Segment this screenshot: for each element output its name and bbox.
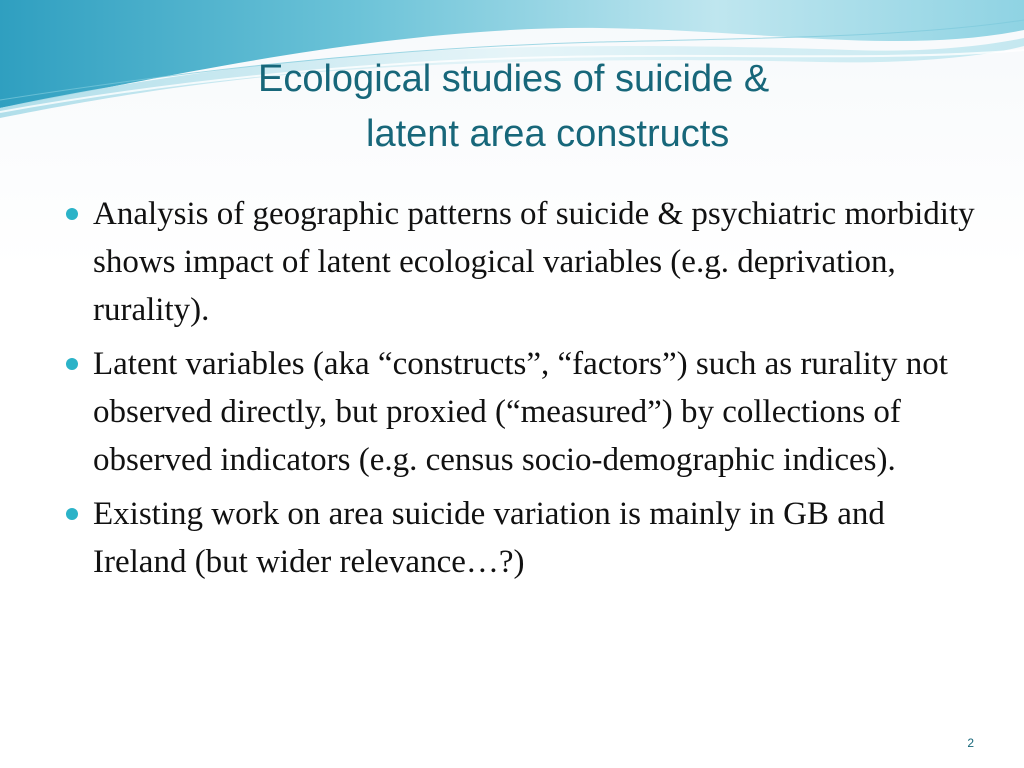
- title-line-1: Ecological studies of suicide &: [258, 58, 770, 100]
- page-number: 2: [967, 736, 974, 750]
- bullet-text: Analysis of geographic patterns of suicide & psychiatric morbidity shows impact of latent ecological variables (e.g. deprivation, rurality).: [93, 196, 975, 328]
- bullet-item: [60, 190, 980, 334]
- bullet-list: [60, 190, 980, 592]
- bullet-text: Latent variables (aka “constructs”, “factors”) such as rurality not observed directly, but proxied (“measured”) by collections of observed indicators (e.g. census socio-demographic indices).: [93, 346, 948, 478]
- bullet-item: [60, 340, 980, 484]
- bullet-dot-icon: [66, 508, 78, 520]
- bullet-dot-icon: [66, 358, 78, 370]
- title-line-2: latent area constructs: [366, 113, 730, 155]
- bullet-item: [60, 490, 980, 586]
- bullet-dot-icon: [66, 208, 78, 220]
- bullet-text: Existing work on area suicide variation is mainly in GB and Ireland (but wider relevance…?): [93, 496, 885, 580]
